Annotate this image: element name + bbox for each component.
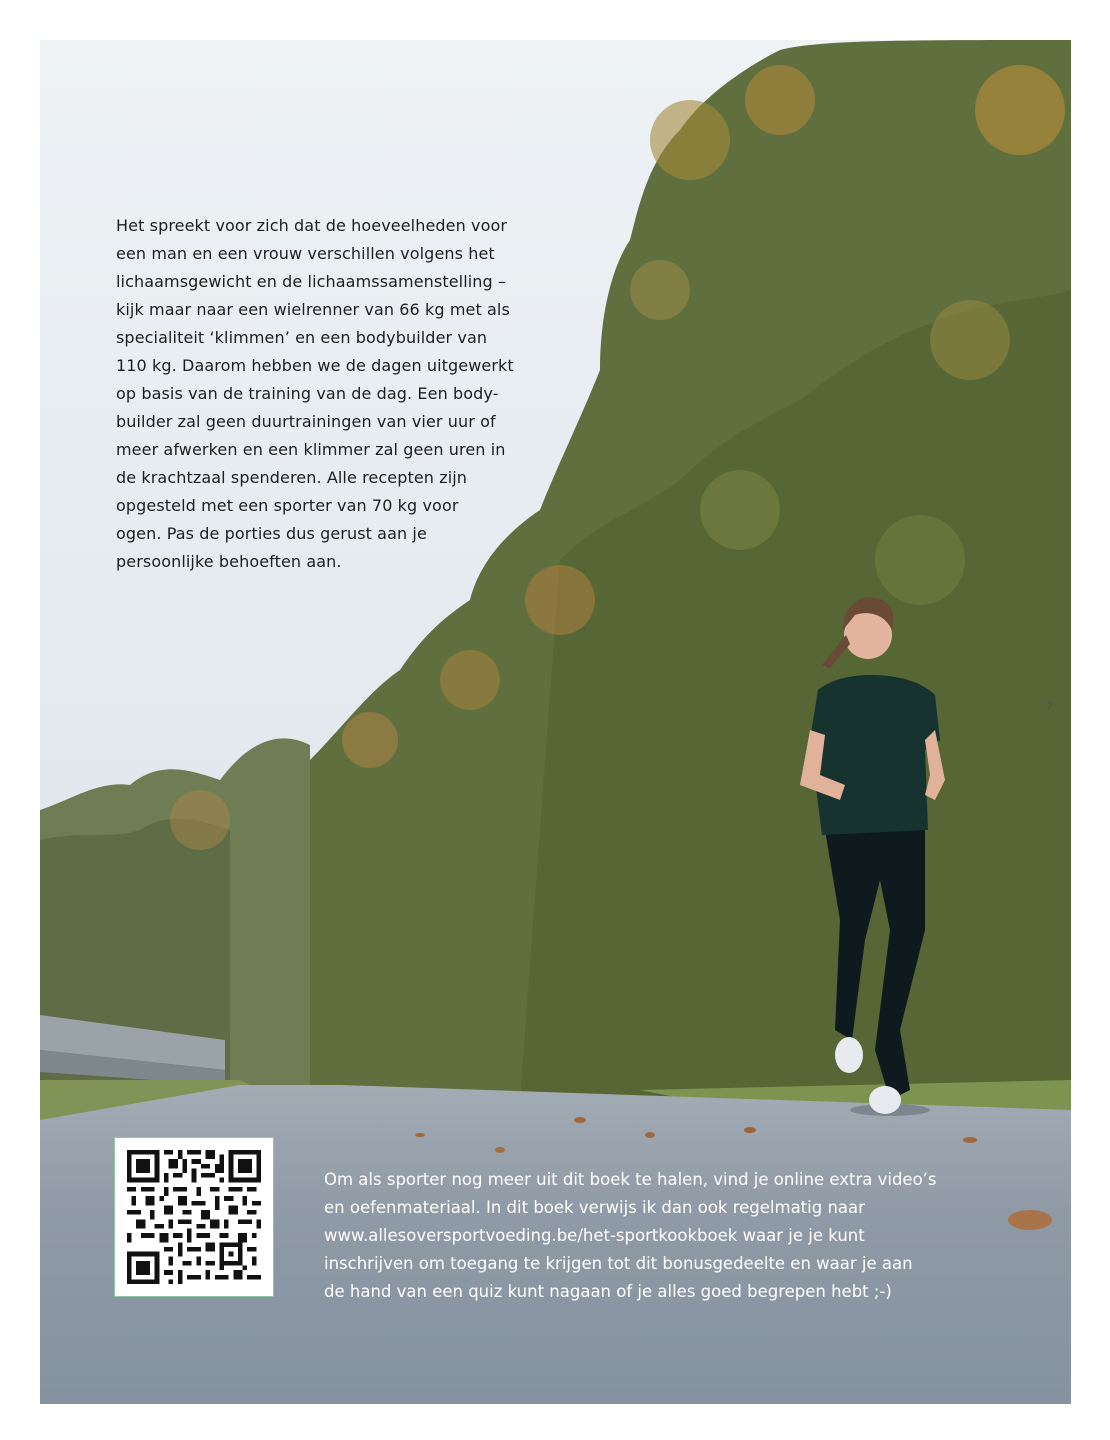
page-number: 7 [1046,700,1053,713]
qr-code-icon [127,1150,261,1284]
intro-paragraph [116,212,546,576]
bonus-link-line[interactable]: www.allesoversportvoeding.be/het-sportkookboek waar je je kunt [324,1226,865,1245]
bonus-line: de hand van een quiz kunt nagaan of je alles goed begrepen hebt ;-) [324,1282,892,1301]
intro-line: op basis van de training van de dag. Een body- [116,384,499,403]
intro-line: kijk maar naar een wielrenner van 66 kg met als [116,300,510,319]
intro-line: lichaamsgewicht en de lichaamssamenstelling – [116,272,507,291]
bonus-line: en oefenmateriaal. In dit boek verwijs ik dan ook regelmatig naar [324,1198,865,1217]
intro-line: de krachtzaal spenderen. Alle recepten zijn [116,468,468,487]
intro-line: opgesteld met een sporter van 70 kg voor [116,496,459,515]
bonus-line: inschrijven om toegang te krijgen tot dit bonusgedeelte en waar je aan [324,1254,913,1273]
intro-line: meer afwerken en een klimmer zal geen uren in [116,440,506,459]
intro-line: ogen. Pas de porties dus gerust aan je [116,524,427,543]
intro-line: persoonlijke behoeften aan. [116,552,342,571]
intro-line: builder zal geen duurtrainingen van vier uur of [116,412,496,431]
intro-line: specialiteit ‘klimmen’ en een bodybuilder van [116,328,488,347]
bonus-line: Om als sporter nog meer uit dit boek te halen, vind je online extra video’s [324,1170,937,1189]
qr-code-card[interactable] [114,1137,274,1297]
bonus-paragraph [324,1166,1024,1306]
intro-line: een man en een vrouw verschillen volgens het [116,244,495,263]
intro-line: 110 kg. Daarom hebben we de dagen uitgewerkt [116,356,514,375]
intro-line: Het spreekt voor zich dat de hoeveelheden voor [116,216,508,235]
